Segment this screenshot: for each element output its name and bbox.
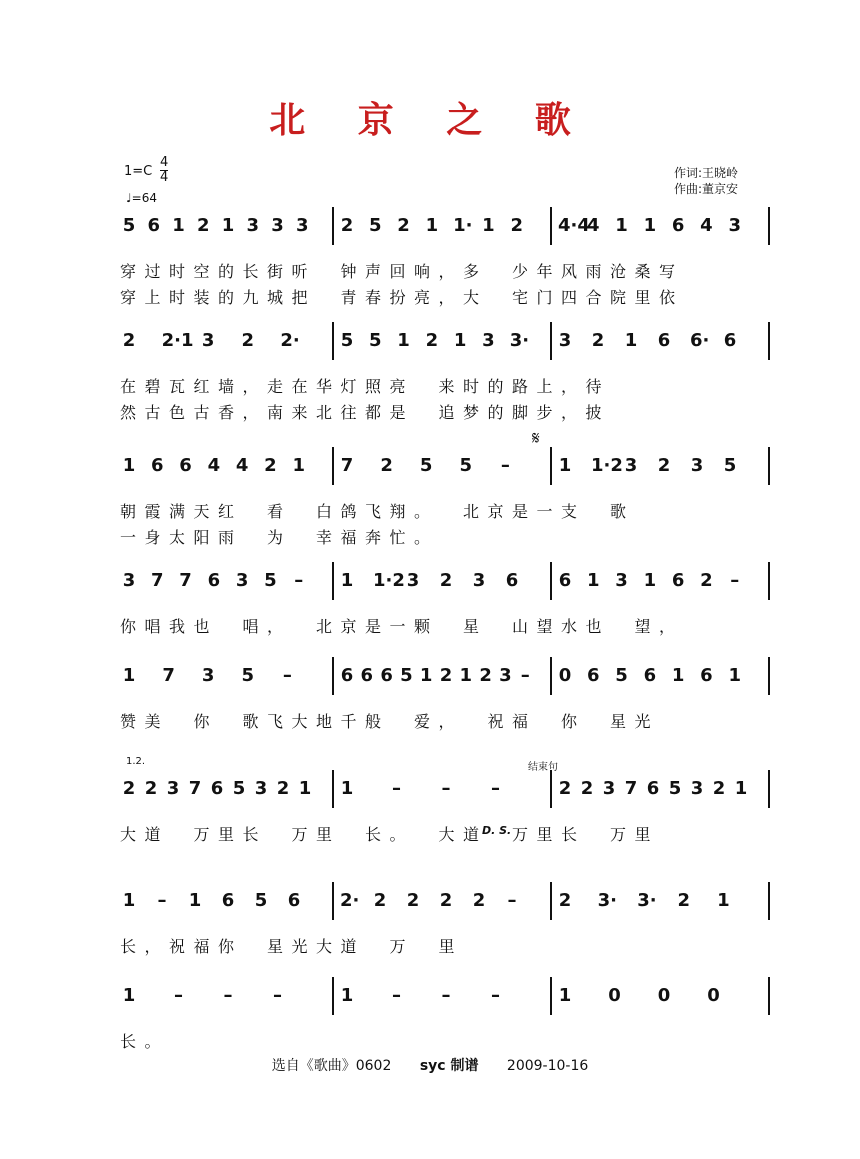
note: 1: [122, 890, 136, 911]
note: 2: [425, 330, 439, 351]
note: 1·2: [591, 455, 623, 476]
note: 3: [602, 778, 616, 799]
note: 3: [558, 330, 572, 351]
note: 2: [510, 215, 523, 236]
bar-line: [768, 562, 770, 600]
note: 1: [340, 778, 354, 799]
note: 2·1: [161, 330, 194, 351]
note: 0: [558, 665, 572, 686]
bar-line: [332, 882, 334, 920]
note: 4: [587, 215, 600, 236]
note: 3: [482, 330, 495, 351]
note: 6: [287, 890, 301, 911]
note: 3: [728, 215, 741, 236]
note: 1·: [453, 215, 473, 236]
note: 6: [646, 778, 660, 799]
bar-line: [550, 207, 552, 245]
note: 5: [615, 665, 628, 686]
note: 1: [221, 215, 235, 236]
note: 3: [690, 455, 704, 476]
bar-line: [550, 447, 552, 485]
note: 6: [210, 778, 224, 799]
note: –: [282, 665, 292, 686]
bar-line: [550, 657, 552, 695]
bar-line: [332, 770, 334, 808]
note: 3: [166, 778, 180, 799]
page-title: 北 京 之 歌: [269, 99, 591, 141]
note: 1: [459, 665, 473, 686]
key-signature: 1=C: [124, 164, 153, 179]
bar-line: [332, 977, 334, 1015]
tempo-marking: ♩=64: [126, 191, 157, 205]
bar-line: [332, 447, 334, 485]
note: 7: [188, 778, 202, 799]
note: –: [441, 985, 451, 1006]
note: 3: [499, 665, 512, 686]
note: 3: [254, 778, 268, 799]
note: 1: [453, 330, 467, 351]
bar-line: [332, 322, 334, 360]
bar-line: [768, 977, 770, 1015]
bar-line: [768, 770, 770, 808]
note: 1: [397, 330, 410, 351]
time-signature: [160, 156, 168, 185]
note: 5: [400, 665, 413, 686]
note: 4: [207, 455, 221, 476]
note: 1: [717, 890, 730, 911]
note: –: [157, 890, 167, 911]
note: 2: [439, 570, 453, 591]
note: –: [392, 778, 401, 799]
note: 7: [179, 570, 192, 591]
note: –: [730, 570, 740, 591]
bar-line: [332, 207, 334, 245]
note: 0: [608, 985, 621, 1006]
note: 2·: [280, 330, 300, 351]
note: 5: [122, 215, 136, 236]
note: –: [500, 455, 510, 476]
note: 3·: [637, 890, 657, 911]
note: –: [491, 778, 500, 799]
note: 1: [172, 215, 185, 236]
note: 4: [700, 215, 713, 236]
bar-line: [768, 207, 770, 245]
note: 6: [587, 665, 600, 686]
note: 7: [162, 665, 175, 686]
note: 2: [380, 455, 393, 476]
note: 5: [668, 778, 682, 799]
bar-line: [332, 562, 334, 600]
note: 1: [734, 778, 748, 799]
segno-icon: 𝄋: [532, 428, 540, 449]
note: 2: [700, 570, 713, 591]
note: –: [507, 890, 517, 911]
note: 2: [241, 330, 255, 351]
note: 2: [122, 778, 136, 799]
note: 1: [419, 665, 433, 686]
note: 2: [558, 890, 572, 911]
note: 5: [241, 665, 255, 686]
note: 1: [482, 215, 495, 236]
note: 5: [419, 455, 433, 476]
note: 2: [196, 215, 210, 236]
note: 1: [643, 215, 657, 236]
note: 6: [380, 665, 393, 686]
date-note: 2009-10-16: [506, 1058, 589, 1074]
note: 2: [340, 215, 354, 236]
note: 6: [151, 455, 164, 476]
bar-line: [550, 562, 552, 600]
note: 2: [439, 890, 453, 911]
note: 3: [201, 665, 215, 686]
bar-line: [768, 322, 770, 360]
note: 2: [397, 215, 410, 236]
note: 3: [406, 570, 420, 591]
note: 6: [643, 665, 657, 686]
note: 3: [246, 215, 260, 236]
note: 1: [292, 455, 305, 476]
note: 7: [151, 570, 164, 591]
note: 5: [340, 330, 354, 351]
note: 6: [207, 570, 221, 591]
note: –: [491, 985, 500, 1006]
note: 3: [201, 330, 215, 351]
note: 1: [587, 570, 600, 591]
note: 1: [340, 985, 354, 1006]
note: 6: [671, 215, 685, 236]
note: 6: [505, 570, 519, 591]
note: 2: [677, 890, 691, 911]
note: 6: [671, 570, 685, 591]
note: 2: [406, 890, 420, 911]
note: 2: [712, 778, 726, 799]
bar-line: [768, 657, 770, 695]
bar-line: [550, 322, 552, 360]
note: 3: [235, 570, 249, 591]
note: 6: [221, 890, 235, 911]
note: 2: [580, 778, 594, 799]
note: 2: [657, 455, 671, 476]
note: 5: [723, 455, 737, 476]
note: 2·: [340, 890, 360, 911]
note: –: [441, 778, 451, 799]
note: 5: [254, 890, 268, 911]
note: –: [273, 985, 282, 1006]
maker-note: syc 制谱: [419, 1058, 479, 1074]
note: 0: [707, 985, 720, 1006]
composer-credit: 作曲:董京安: [674, 182, 739, 196]
note: –: [392, 985, 401, 1006]
note: 6: [723, 330, 737, 351]
volta-label: 1.2.: [126, 756, 146, 767]
note: 1: [425, 215, 439, 236]
note: 3: [295, 215, 309, 236]
note: 4: [235, 455, 249, 476]
note: 7: [340, 455, 354, 476]
lyricist-credit: 作词:王晓岭: [674, 166, 739, 180]
note: 5: [459, 455, 473, 476]
note: 2: [264, 455, 277, 476]
note: 2: [122, 330, 136, 351]
time-denominator: 4: [160, 170, 169, 185]
note: 5: [369, 330, 382, 351]
note: 3: [472, 570, 486, 591]
note: –: [520, 665, 530, 686]
note: 1: [188, 890, 202, 911]
note: 6: [147, 215, 161, 236]
note: 3·: [509, 330, 530, 351]
note: 1: [624, 330, 638, 351]
time-numerator: 4: [160, 155, 169, 170]
note: 1: [615, 215, 628, 236]
note: 2: [439, 665, 453, 686]
note: 5: [264, 570, 277, 591]
note: –: [294, 570, 304, 591]
note: –: [174, 985, 183, 1006]
note: 4·4: [558, 215, 590, 236]
note: 5: [369, 215, 382, 236]
note: 3: [122, 570, 136, 591]
note: 1·2: [373, 570, 405, 591]
bar-line: [768, 882, 770, 920]
bar-line: [550, 882, 552, 920]
note: 7: [624, 778, 638, 799]
note: 1: [558, 455, 572, 476]
note: 3: [690, 778, 704, 799]
note: 6·: [690, 330, 710, 351]
note: 2: [472, 890, 486, 911]
note: 6: [360, 665, 374, 686]
note: 0: [657, 985, 671, 1006]
note: 2: [144, 778, 158, 799]
note: 3·: [597, 890, 617, 911]
note: 3: [615, 570, 628, 591]
note: 1: [728, 665, 741, 686]
note: 1: [558, 985, 572, 1006]
note: 6: [700, 665, 713, 686]
source-note: 选自《歌曲》0602: [271, 1058, 392, 1074]
note: 5: [232, 778, 246, 799]
note: 2: [558, 778, 572, 799]
note: 1: [671, 665, 685, 686]
note: 6: [340, 665, 354, 686]
bar-line: [768, 447, 770, 485]
note: 1: [122, 455, 136, 476]
note: 3: [271, 215, 284, 236]
note: 1: [122, 665, 136, 686]
da-segno-mark: D. S.: [482, 824, 512, 837]
note: –: [223, 985, 233, 1006]
bar-line: [550, 977, 552, 1015]
note: 3: [624, 455, 638, 476]
footer: [0, 1055, 860, 1075]
note: 2: [373, 890, 387, 911]
note: 2: [479, 665, 492, 686]
bar-line: [332, 657, 334, 695]
note: 1: [340, 570, 354, 591]
note: 1: [298, 778, 312, 799]
coda-label: 结束句: [528, 762, 558, 773]
note: 6: [657, 330, 671, 351]
note: 1: [122, 985, 136, 1006]
note: 2: [591, 330, 605, 351]
bar-line: [550, 770, 552, 808]
note: 1: [643, 570, 657, 591]
note: 2: [276, 778, 290, 799]
note: 6: [558, 570, 572, 591]
note: 6: [179, 455, 192, 476]
